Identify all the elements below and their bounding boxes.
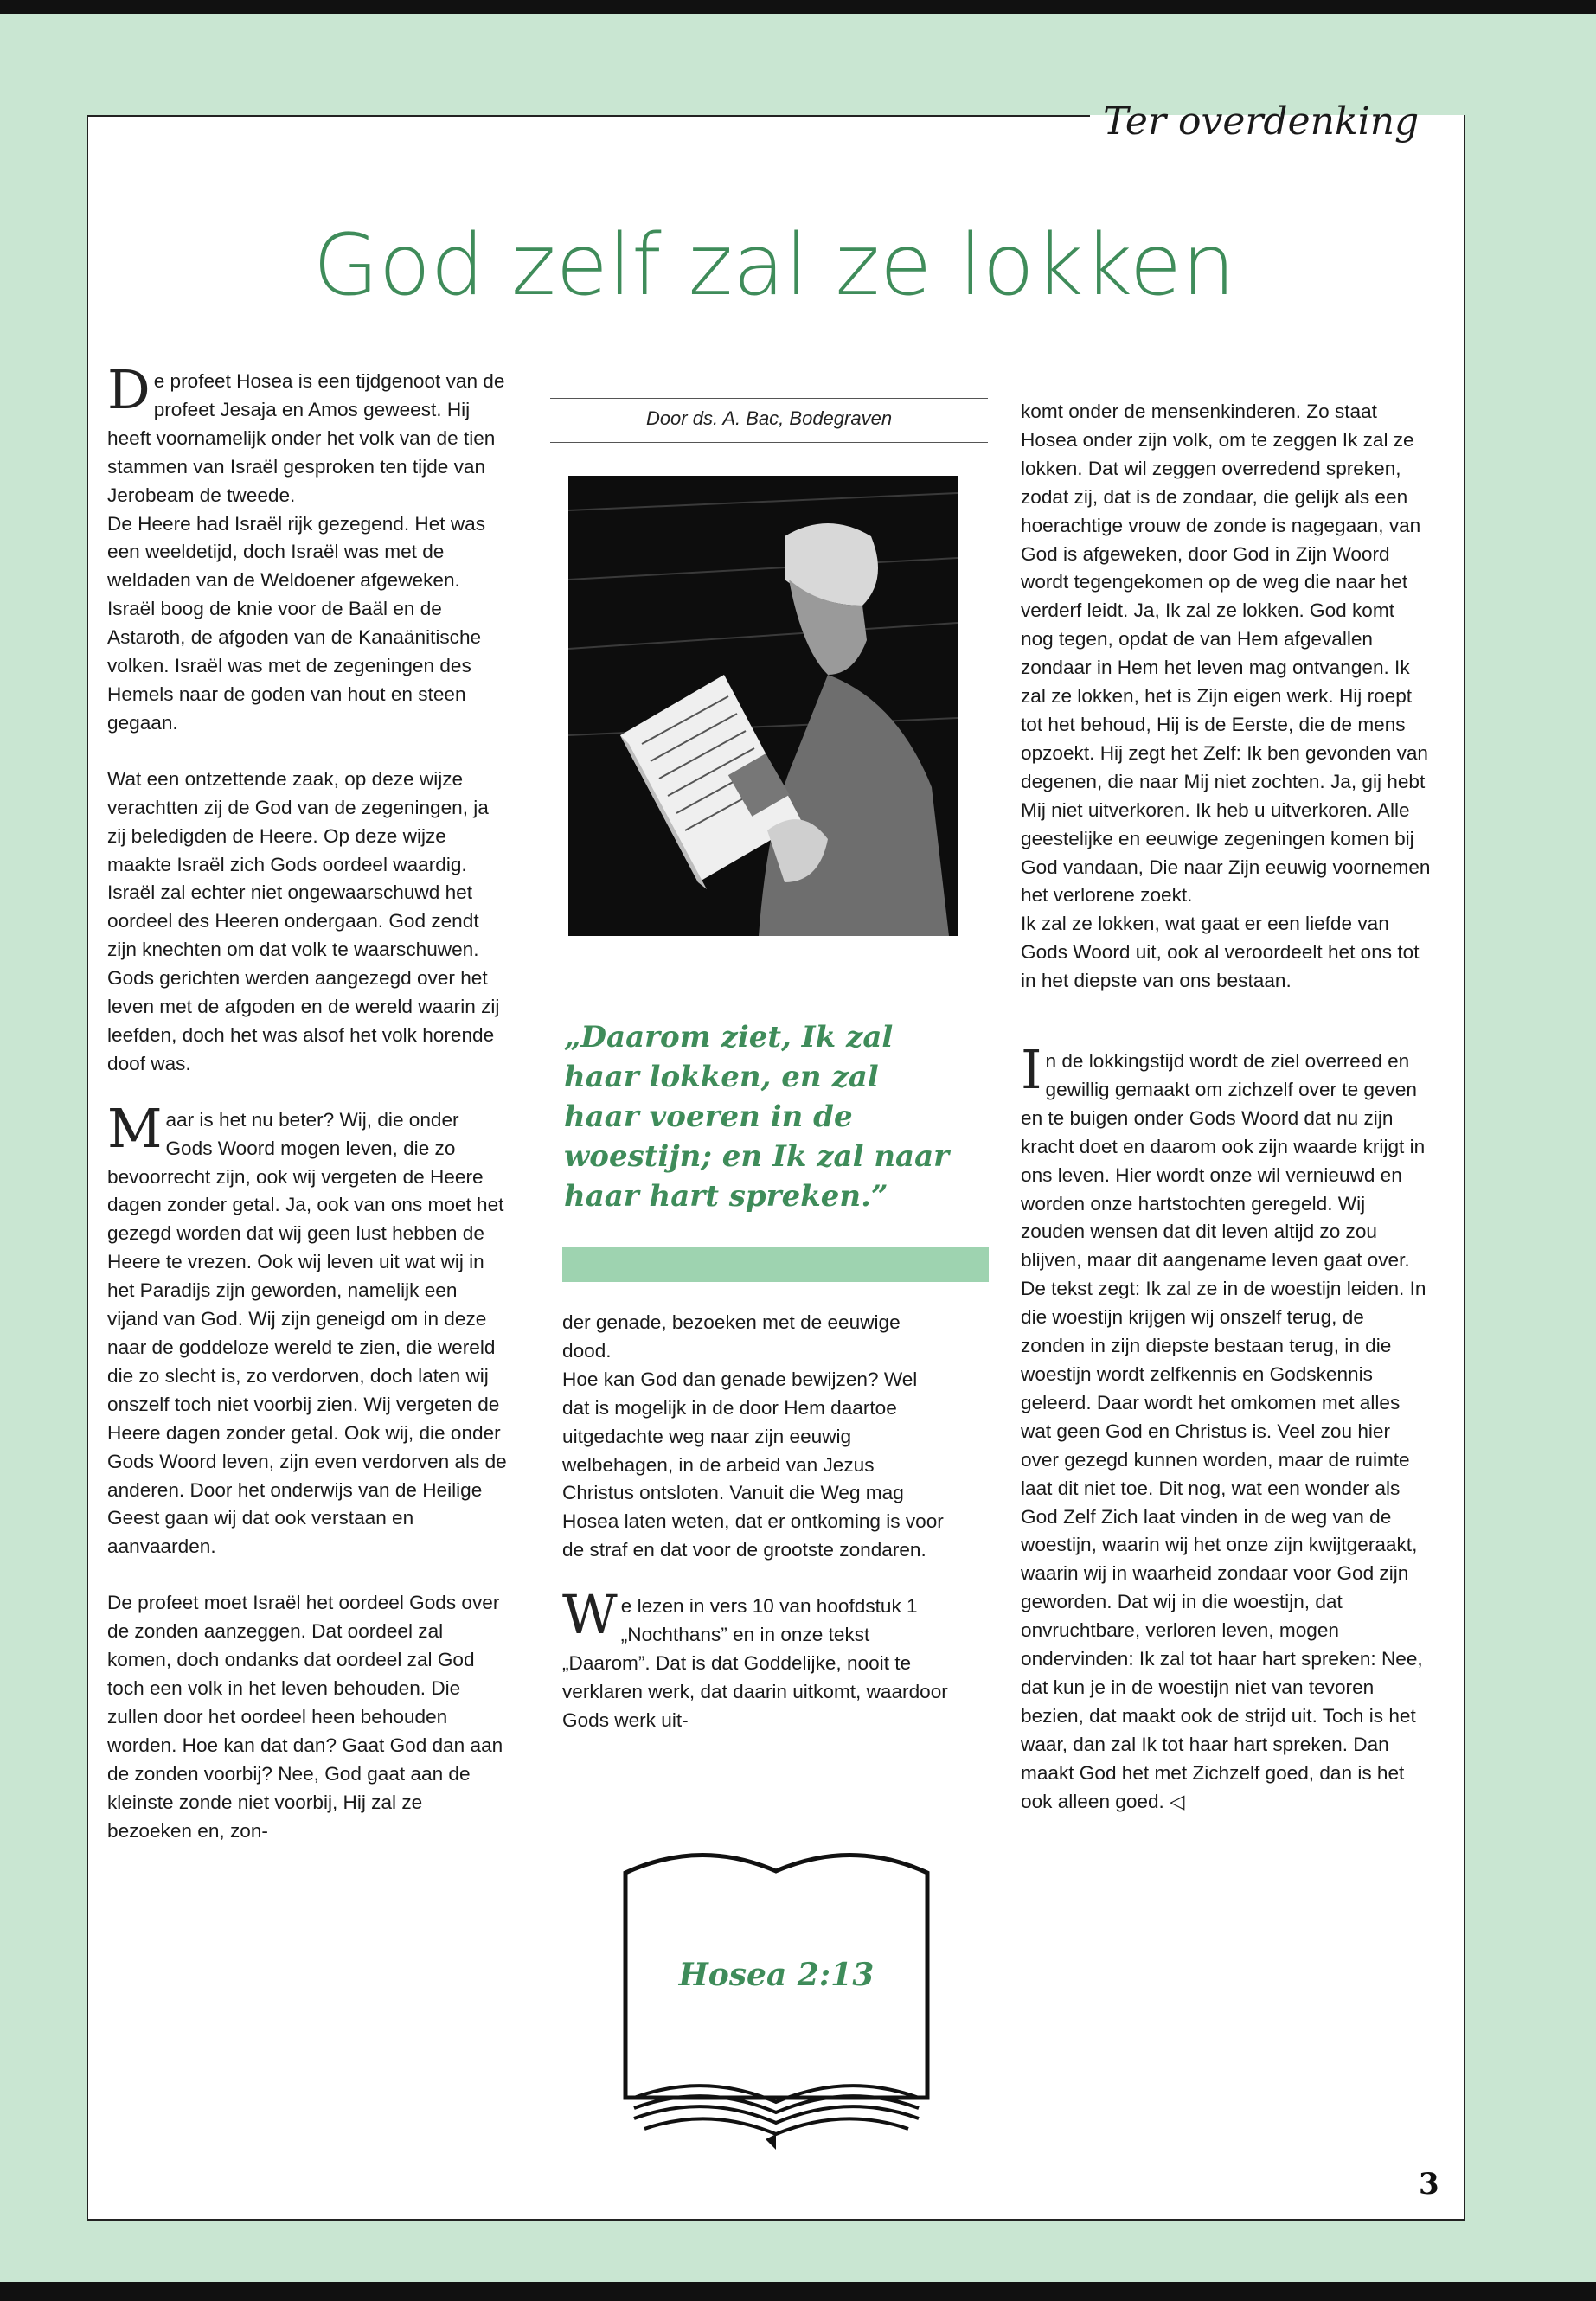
drop-cap: W	[562, 1583, 618, 1647]
green-bar	[562, 1247, 989, 1282]
paragraph	[107, 358, 507, 738]
woodcut-illustration	[568, 476, 958, 936]
paragraph-text: aar is het nu beter? Wij, die onder Gods Woord mogen leven, die zo bevoorrecht zijn, ook wij vergeten de Heere dagen zonder getal. Ja, ook van ons moet het gezegd worden dat wij geen lust hebben de Heere te vrezen. Ook wij leven uit wat wij in het Paradijs zijn geworden, namelijk een vijand van God. Wij zijn geneigd om in deze naar de goddeloze wereld te zien, die wereld die zo slecht is, zo verdorven, doch laten wij onszelf toch niet voorbij zien. Wij vergeten de Heere dagen zonder getal. Ook wij, die onder Gods Woord leven, zijn even verdorven als de anderen. Door het onderwijs van de Heilige Geest gaan wij dat ook verstaan en aanvaarden.	[107, 1108, 507, 1558]
paragraph: De profeet moet Israël het oordeel Gods over de zonden aanzeggen. Dat oordeel zal komen, doch ondanks dat oordeel zal God toch een volk in het leven behouden. Die zullen door het oordeel heen behouden worden. Hoe kan dat dan? Gaat God dan aan de zonden voorbij? Nee, God gaat aan de kleinste zonde niet voorbij, Hij zal ze bezoeken en, zon-	[107, 1592, 503, 1842]
bottom-black-bar	[0, 2282, 1596, 2301]
verse-reference: Hosea 2:13	[678, 1957, 875, 1993]
illustration-reading-woman	[568, 476, 958, 936]
page-title: God zelf zal ze lokken	[312, 216, 1236, 315]
page-number: 3	[1419, 2167, 1439, 2202]
author-line: Door ds. A. Bac, Bodegraven	[645, 407, 893, 429]
paragraph	[562, 1583, 949, 1735]
column-2	[562, 1309, 949, 1763]
paragraph-text: der genade, bezoeken met de eeuwige dood.	[562, 1311, 901, 1362]
paragraph	[1021, 398, 1431, 996]
paragraph-text: De Heere had Israël rijk gezegend. Het was een weeldetijd, doch Israël was met de weldaden van de Weldoener afgeweken. Israël boog de knie voor de Baäl en de Astaroth, de afgoden van de Kanaänitische volken. Israël was met de zegeningen des Hemels naar de goden van hout en steen gegaan.	[107, 512, 486, 734]
top-black-bar	[0, 0, 1596, 14]
paragraph	[107, 1096, 507, 1562]
open-book-icon	[619, 1838, 934, 2154]
paragraph	[562, 1309, 949, 1565]
book-frame	[619, 1838, 934, 2154]
author-box	[550, 398, 988, 443]
drop-cap: I	[1021, 1038, 1042, 1102]
paragraph: Wat een ontzettende zaak, op deze wijze verachtten zij de God van de zegeningen, ja zij beledigden de Heere. Op deze wijze maakte Israël zich Gods oordeel waardig. Israël zal echter niet ongewaarschuwd het oordeel des Heeren ondergaan. God zendt zijn knechten om dat volk te waarschuwen. Gods gerichten werden aangezegd over het leven met de afgoden en de wereld waarin zij leefden, doch het was alsof het volk horende doof was.	[107, 767, 500, 1074]
paragraph	[1021, 1038, 1431, 1816]
paragraph-text: n de lokkingstijd wordt de ziel overreed en gewillig gemaakt om zichzelf over te geven en te buigen onder Gods Woord dat nu zijn kracht doet en daarom ook zijn waarde krijgt in ons leven. Hier wordt onze wil vernieuwd en worden onze hartstochten geregeld. Wij zouden wensen dat dit leven altijd zo zou blijven, maar dit aangename leven gaat over. De tekst zegt: Ik zal ze in de woestijn leiden. In die woestijn krijgen wij onszelf terug, de zonden in zijn diepste bestaan terug, in die woestijn wordt zelfkennis en Godskennis geleerd. Daar wordt het omkomen met alles wat geen God en Christus is. Veel zou hier over gezegd kunnen worden, maar de ruimte laat dit niet toe. Dit nog, wat een wonder als God Zelf Zich laat vinden in de weg van de woestijn, waarin wij het onze zijn kwijtgeraakt, waarin wij in waarheid zondaar voor God zijn geworden. Dat wij in die woestijn, dat onvruchtbare, verloren leven, mogen ondervinden: Ik zal tot haar hart spreken: Nee, dat kun je in de woestijn niet van tevoren bezien, dat maakt ook de strijd uit. Toch is het waar, dan zal Ik tot haar hart spreken. Dan maakt God het met Zichzelf goed, dan is het ook alleen goed.	[1021, 1050, 1426, 1812]
paragraph-text: komt onder de mensenkinderen. Zo staat Hosea onder zijn volk, om te zeggen Ik zal ze lokken. Dat wil zeggen overredend spreken, zodat zij, dat is de zondaar, die gelijk als een hoerachtige vrouw de zonde is nagegaan, van God is afgeweken, door God in Zijn Woord wordt tegengekomen op de weg die naar het verderf leidt. Ja, Ik zal ze lokken. God komt nog tegen, opdat de van Hem afgevallen zondaar in Hem het leven mag ontvangen. Ik zal ze lokken, het is Zijn eigen werk. Hij roept tot het behoud, Hij is de Eerste, die de mens opzoekt. Hij zegt het Zelf: Ik ben gevonden van degenen, die naar Mij niet zochten. Ja, gij hebt Mij niet uitverkoren. Ik heb u uitverkoren. Alle geestelijke en eeuwige zegeningen komen bij God vandaan, Die naar Zijn eeuwig voornemen het verlorene zoekt.	[1021, 401, 1431, 907]
end-mark-icon: ◁	[1170, 1790, 1185, 1812]
drop-cap: D	[107, 358, 151, 421]
drop-cap: M	[107, 1096, 163, 1160]
paragraph-text: Hoe kan God dan genade bewijzen? Wel dat is mogelijk in de door Hem daartoe uitgedachte weg naar zijn eeuwig welbehagen, in de arbeid van Jezus Christus ontsloten. Vanuit die Weg mag Hosea laten weten, dat er ontkoming is voor de straf en dat voor de grootste zondaren.	[562, 1368, 944, 1561]
column-3	[1021, 398, 1431, 1844]
column-1	[107, 358, 507, 1873]
pull-quote: „Daarom ziet, Ik zal haar lokken, en zal haar voeren in de woestijn; en Ik zal naar haar hart spreken.”	[564, 1020, 950, 1214]
paragraph-text: Ik zal ze lokken, wat gaat er een liefde van Gods Woord uit, ook al veroordeelt het ons tot in het diepste van ons bestaan.	[1021, 913, 1420, 992]
section-header: Ter overdenking	[1103, 99, 1420, 144]
paragraph-text: e profeet Hosea is een tijdgenoot van de profeet Jesaja en Amos geweest. Hij heeft voornamelijk onder het volk van de tien stammen van Israël gesproken ten tijde van Jerobeam de tweede.	[107, 370, 505, 506]
paragraph-text: e lezen in vers 10 van hoofdstuk 1 „Nochthans” en in onze tekst „Daarom”. Dat is dat Goddelijke, nooit te verklaren werk, dat daarin uitkomt, waardoor Gods werk uit-	[562, 1595, 948, 1731]
panel-top-rule	[87, 115, 1090, 117]
